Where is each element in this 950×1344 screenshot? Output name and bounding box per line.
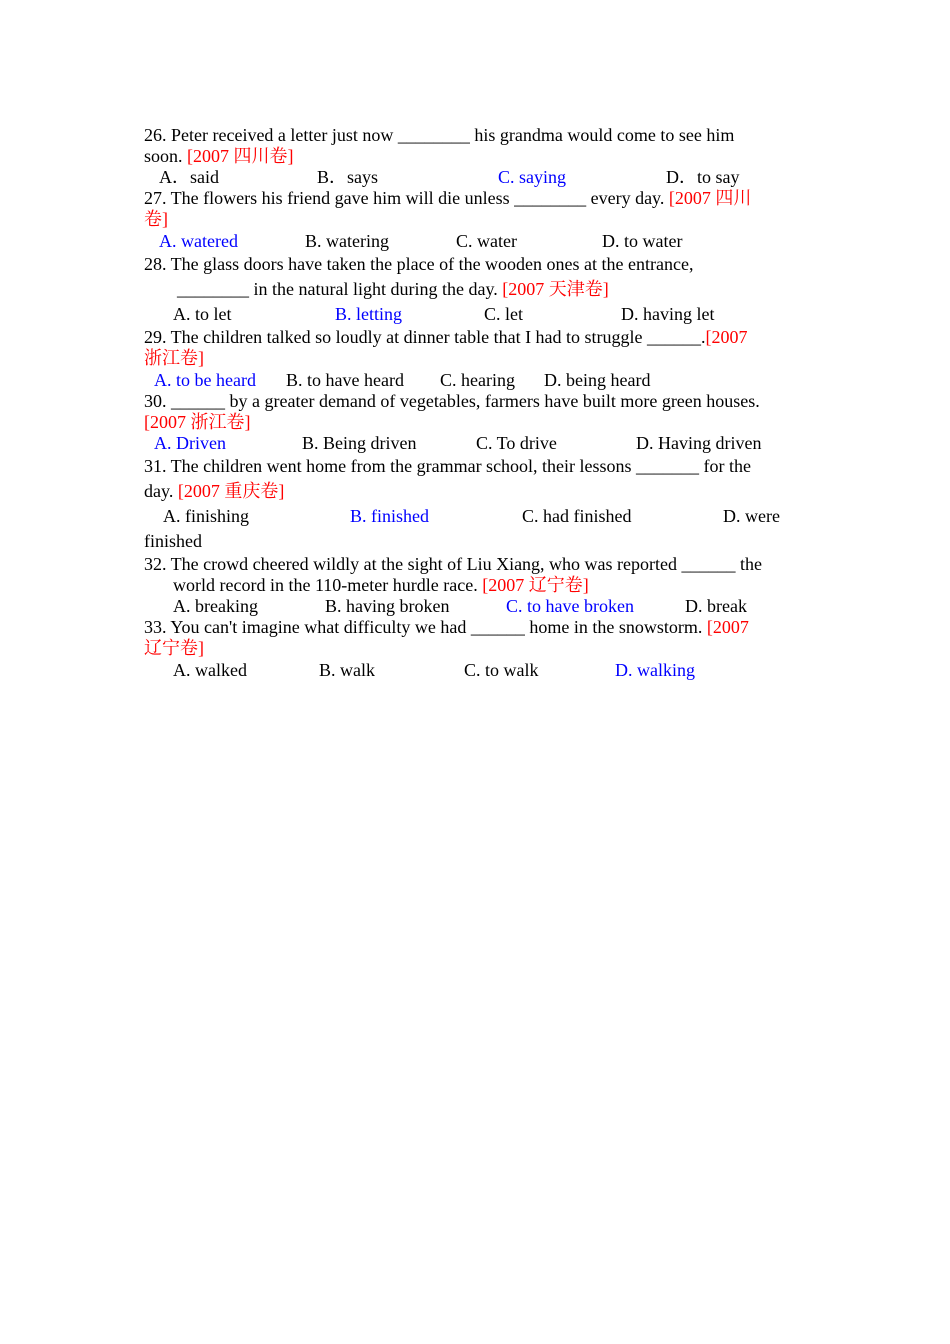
question-27-option-a: A. watered <box>159 231 238 251</box>
question-32-stem-cont: world record in the 110-meter hurdle race. [2007 辽宁卷] <box>173 575 589 595</box>
question-33-source-cont: 辽宁卷] <box>144 638 204 658</box>
question-30-stem: 30. ______ by a greater demand of vegetables, farmers have built more green houses. <box>144 391 760 411</box>
question-31-stem-cont: day. [2007 重庆卷] <box>144 481 285 501</box>
question-31-source: [2007 重庆卷] <box>177 481 285 501</box>
question-28-stem: 28. The glass doors have taken the place of the wooden ones at the entrance, <box>144 254 694 274</box>
question-31-option-a: A. finishing <box>163 506 250 526</box>
question-29-option-a: A. to be heard <box>154 370 256 390</box>
question-30-option-d: D. Having driven <box>636 433 762 453</box>
question-32-stem: 32. The crowd cheered wildly at the sight of Liu Xiang, who was reported ______ the <box>144 554 763 574</box>
question-26-option-b: B．says <box>317 167 379 187</box>
question-29-option-c: C. hearing <box>440 370 515 390</box>
question-27-source: [2007 四川 <box>668 188 752 208</box>
question-32-option-a: A. breaking <box>173 596 258 616</box>
question-31-option-c: C. had finished <box>522 506 632 526</box>
question-29-source: [2007 <box>705 327 748 347</box>
question-26-stem: 26. Peter received a letter just now ________ his grandma would come to see him <box>144 125 735 145</box>
question-26-stem-cont: soon. [2007 四川卷] <box>144 146 294 166</box>
question-30-option-a: A. Driven <box>154 433 226 453</box>
question-28-option-b: B. letting <box>335 304 402 324</box>
question-32-option-c: C. to have broken <box>506 596 634 616</box>
question-33-option-a: A. walked <box>173 660 247 680</box>
question-31-option-b: B. finished <box>350 506 429 526</box>
question-28-source: [2007 天津卷] <box>502 279 609 299</box>
question-27-option-b: B. watering <box>305 231 389 251</box>
question-27-stem: 27. The flowers his friend gave him will die unless ________ every day. [2007 四川 <box>144 188 752 208</box>
question-28-option-c: C. let <box>484 304 523 324</box>
question-28-option-d: D. having let <box>621 304 715 324</box>
question-28-stem-cont: ________ in the natural light during the day. [2007 天津卷] <box>177 279 609 299</box>
question-28-option-a: A. to let <box>173 304 232 324</box>
question-26-source: [2007 四川卷] <box>187 146 294 166</box>
question-30-option-c: C. To drive <box>476 433 557 453</box>
question-33-option-c: C. to walk <box>464 660 539 680</box>
question-33-stem: 33. You can't imagine what difficulty we had ______ home in the snowstorm. [2007 <box>144 617 749 637</box>
question-32-source: [2007 辽宁卷] <box>482 575 589 595</box>
question-26-option-a: A．said <box>159 167 219 187</box>
question-29-stem: 29. The children talked so loudly at dinner table that I had to struggle ______.[2007 <box>144 327 748 347</box>
question-32-option-d: D. break <box>685 596 747 616</box>
question-32-option-b: B. having broken <box>325 596 450 616</box>
question-30-source: [2007 浙江卷] <box>144 412 251 432</box>
question-29-option-d: D. being heard <box>544 370 651 390</box>
question-31-option-d-cont: finished <box>144 531 202 551</box>
question-33-option-d: D. walking <box>615 660 695 680</box>
question-27-option-c: C. water <box>456 231 517 251</box>
question-29-option-b: B. to have heard <box>286 370 404 390</box>
question-31-option-d: D. were <box>723 506 780 526</box>
question-27-source-cont: 卷] <box>144 209 168 229</box>
question-31-stem: 31. The children went home from the grammar school, their lessons _______ for the <box>144 456 752 476</box>
question-26-option-c: C. saying <box>498 167 567 187</box>
question-33-option-b: B. walk <box>319 660 375 680</box>
question-29-source-cont: 浙江卷] <box>144 348 204 368</box>
question-27-option-d: D. to water <box>602 231 683 251</box>
question-30-option-b: B. Being driven <box>302 433 417 453</box>
question-33-source: [2007 <box>706 617 749 637</box>
question-26-option-d: D．to say <box>666 167 740 187</box>
